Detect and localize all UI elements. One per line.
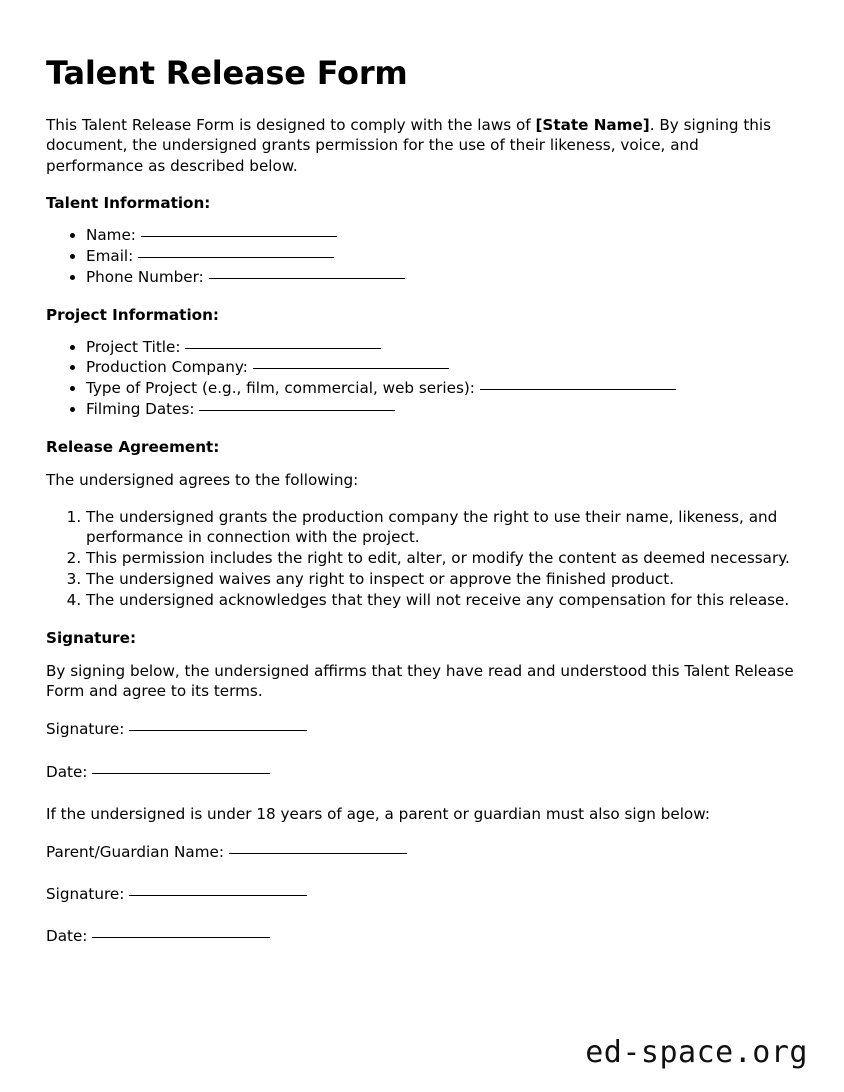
guardian-date-label: Date: — [46, 927, 88, 946]
project-information-heading: Project Information: — [46, 305, 219, 324]
field-label-project-type: Type of Project (e.g., film, commercial, web series): — [86, 379, 475, 398]
signature-field-row — [46, 719, 794, 739]
signature-label: Signature: — [46, 720, 125, 739]
talent-information-list — [46, 226, 794, 288]
intro-paragraph — [46, 115, 794, 176]
release-agreement-list — [46, 508, 794, 611]
field-label-name: Name: — [86, 225, 136, 244]
list-item — [86, 400, 794, 420]
signature-blank-line[interactable] — [129, 730, 307, 731]
date-blank-line[interactable] — [92, 773, 270, 774]
list-item: 2. This permission includes the right to edit, alter, or modify the content as deemed necessary. — [86, 549, 794, 569]
talent-information-heading: Talent Information: — [46, 193, 211, 212]
list-item — [86, 379, 794, 399]
guardian-name-label: Parent/Guardian Name: — [46, 843, 224, 862]
project-information-list — [46, 338, 794, 421]
field-label-production-company: Production Company: — [86, 358, 248, 377]
guardian-signature-blank-line[interactable] — [129, 895, 307, 896]
list-item: 1. The undersigned grants the production company the right to use their name, likeness, and performance in connection with the project. — [86, 508, 794, 548]
signature-heading: Signature: — [46, 628, 137, 647]
list-item — [86, 226, 794, 246]
date-field-row — [46, 762, 794, 782]
guardian-name-blank-line[interactable] — [229, 853, 407, 854]
list-item — [86, 268, 794, 288]
project-type-blank-line[interactable] — [480, 389, 676, 390]
guardian-signature-label: Signature: — [46, 885, 125, 904]
watermark: ed-space.org — [585, 1035, 808, 1070]
project-title-blank-line[interactable] — [185, 348, 381, 349]
guardian-date-blank-line[interactable] — [92, 937, 270, 938]
intro-text-part1: This Talent Release Form is designed to comply with the laws of — [46, 116, 536, 135]
minor-notice: If the undersigned is under 18 years of age, a parent or guardian must also sign below: — [46, 804, 710, 823]
field-label-filming-dates: Filming Dates: — [86, 400, 195, 419]
guardian-name-row — [46, 842, 794, 862]
filming-dates-blank-line[interactable] — [199, 410, 395, 411]
date-label: Date: — [46, 762, 88, 781]
intro-text-part2: . By signing this document, the undersigned grants permission for the use of their likeness, voice, and performance as described below. — [46, 116, 772, 175]
release-agreement-lead-in: The undersigned agrees to the following: — [46, 471, 359, 490]
list-item — [86, 358, 794, 378]
release-agreement-heading: Release Agreement: — [46, 438, 220, 457]
list-item — [86, 247, 794, 267]
field-label-project-title: Project Title: — [86, 337, 181, 356]
production-company-blank-line[interactable] — [253, 368, 449, 369]
list-item: 4. The undersigned acknowledges that they will not receive any compensation for this release. — [86, 591, 794, 611]
name-blank-line[interactable] — [141, 236, 337, 237]
phone-blank-line[interactable] — [209, 278, 405, 279]
list-item — [86, 338, 794, 358]
signature-statement: By signing below, the undersigned affirms that they have read and understood this Talent Release Form and agree to its terms. — [46, 661, 794, 701]
field-label-phone: Phone Number: — [86, 267, 204, 286]
email-blank-line[interactable] — [138, 257, 334, 258]
field-label-email: Email: — [86, 246, 134, 265]
guardian-signature-row — [46, 884, 794, 904]
state-name-placeholder: [State Name] — [535, 116, 650, 135]
list-item: 3. The undersigned waives any right to inspect or approve the finished product. — [86, 570, 794, 590]
guardian-date-row — [46, 926, 794, 946]
page-title: Talent Release Form — [46, 54, 408, 92]
